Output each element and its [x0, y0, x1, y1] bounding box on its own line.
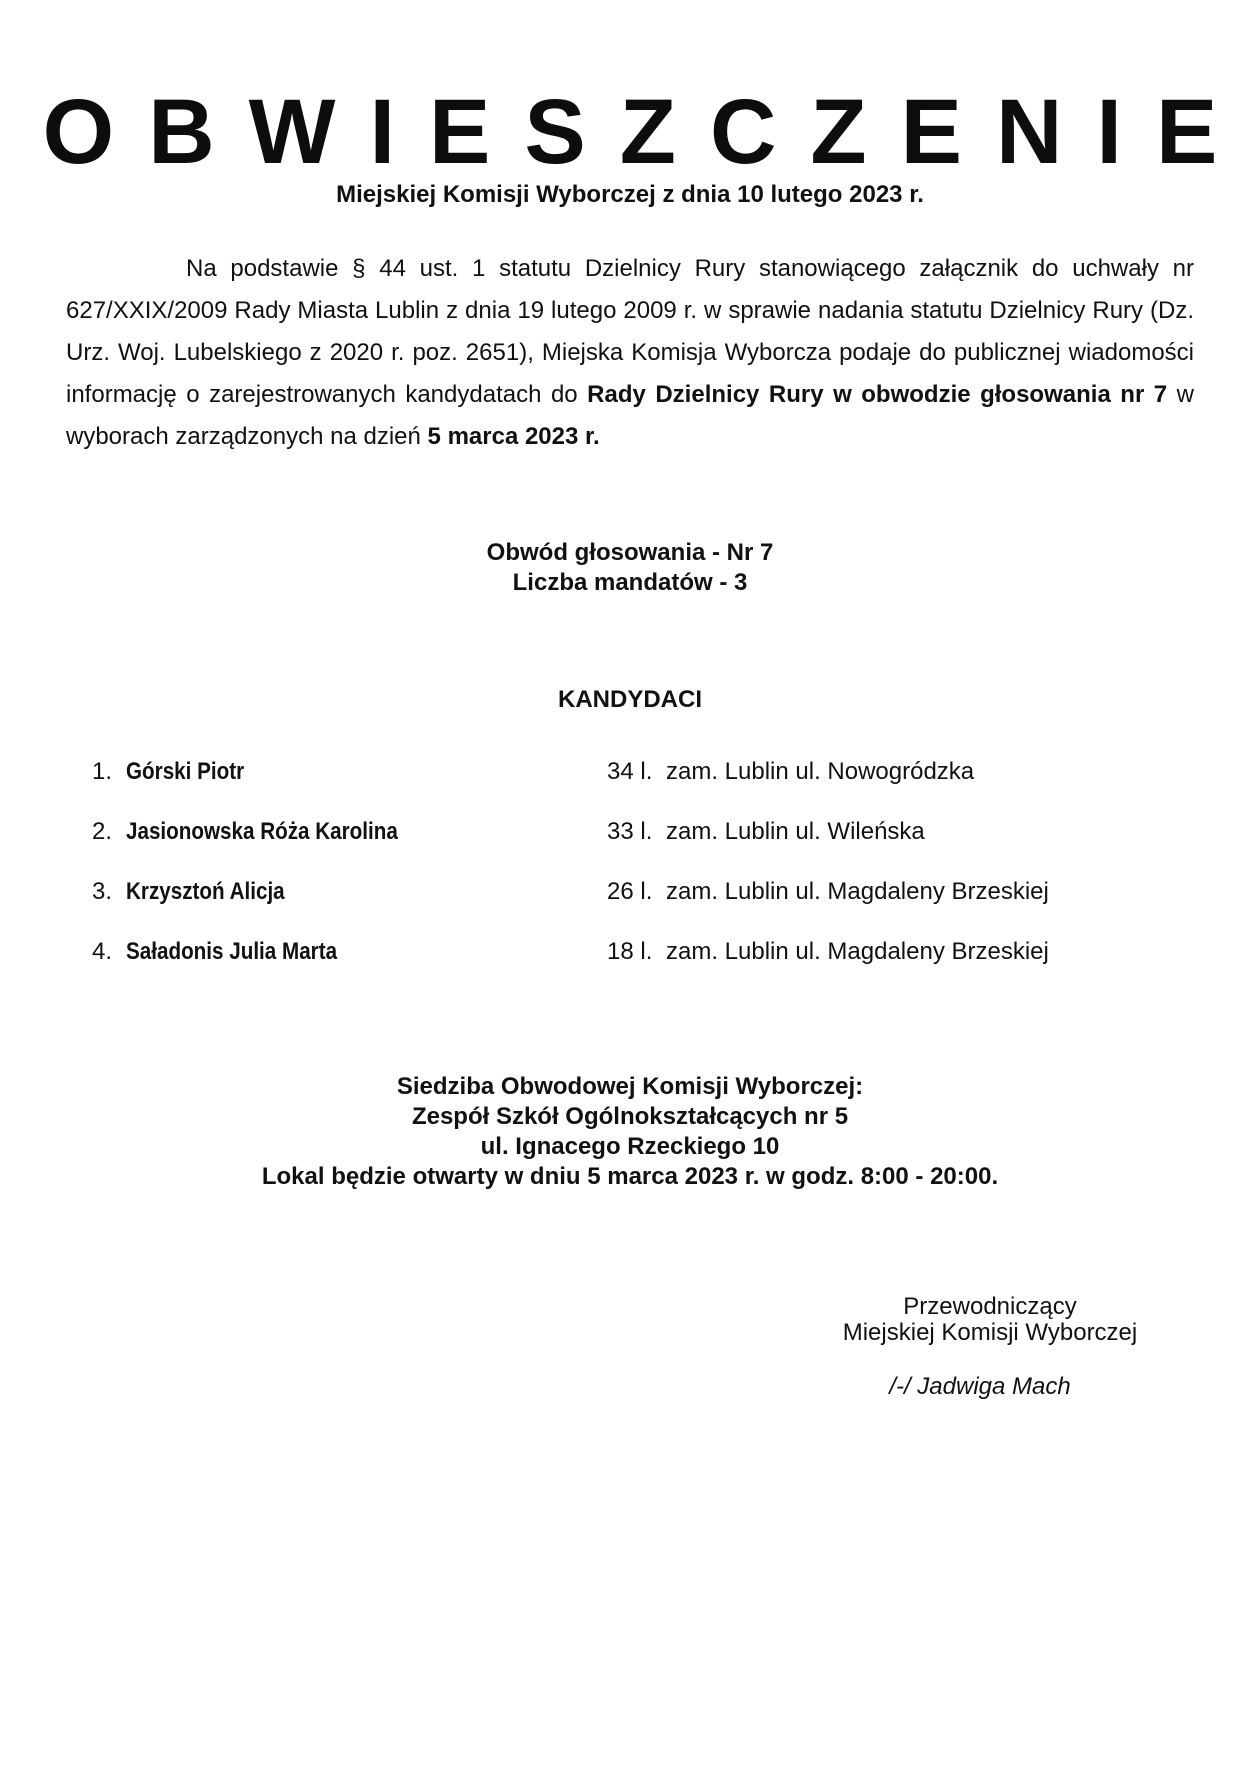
signature-block — [780, 1294, 1200, 1400]
polling-station-address: ul. Ignacego Rzeckiego 10 — [480, 1133, 780, 1160]
candidate-row — [92, 877, 1192, 937]
candidate-address: zam. Lublin ul. Magdaleny Brzeskiej — [666, 878, 1049, 905]
candidate-age: 33 l. — [607, 818, 653, 845]
candidate-row — [92, 937, 1192, 997]
polling-station-hours: Lokal będzie otwarty w dniu 5 marca 2023 r. w godz. 8:00 - 20:00. — [261, 1163, 999, 1190]
polling-station-info — [0, 1072, 1260, 1192]
mandate-count: Liczba mandatów - 3 — [512, 569, 748, 596]
document-subtitle: Miejskiej Komisji Wyborczej z dnia 10 lutego 2023 r. — [336, 181, 924, 208]
candidate-row — [92, 757, 1192, 817]
intro-text-1: Na podstawie § 44 ust. 1 statutu Dzielnicy Rury stanowiącego załącznik do uchwały nr 627/XXIX/2009 Rady Miasta Lublin z dnia 19 lutego 2009 r. w sprawie nadania statutu Dzielnicy Rury (Dz. Urz. Woj. Lubelskiego z 2020 r. poz. 2651), Miejska Komisja Wyborcza podaje do publicznej wiadomości informację o zarejestrowanych kandydatach do — [66, 255, 1194, 408]
intro-text-2: w wyborach zarządzonych na dzień — [66, 381, 1194, 450]
candidate-address: zam. Lublin ul. Magdaleny Brzeskiej — [666, 938, 1049, 965]
candidate-number: 3. — [92, 878, 113, 905]
district-info — [0, 538, 1260, 598]
candidate-name: Jasionowska Róża Karolina — [126, 818, 398, 845]
candidate-age: 18 l. — [607, 938, 653, 965]
candidate-list — [92, 757, 1192, 997]
signatory-committee: Miejskiej Komisji Wyborczej — [842, 1319, 1138, 1346]
intro-bold-1: Rady Dzielnicy Rury w obwodzie głosowania nr 7 — [587, 381, 1168, 408]
candidate-name: Saładonis Julia Marta — [126, 938, 338, 965]
candidate-row — [92, 817, 1192, 877]
candidate-number: 1. — [92, 758, 113, 785]
candidate-number: 4. — [92, 938, 113, 965]
polling-station-heading: Siedziba Obwodowej Komisji Wyborczej: — [396, 1073, 864, 1100]
intro-paragraph — [66, 248, 1194, 458]
district-number: Obwód głosowania - Nr 7 — [486, 539, 774, 566]
polling-station-name: Zespół Szkół Ogólnokształcących nr 5 — [411, 1103, 849, 1130]
signatory-name: /-/ Jadwiga Mach — [889, 1373, 1071, 1400]
candidate-number: 2. — [92, 818, 113, 845]
candidate-name: Górski Piotr — [126, 758, 245, 785]
document-title: OBWIESZCZENIE — [42, 81, 1252, 183]
candidate-age: 34 l. — [607, 758, 653, 785]
candidate-address: zam. Lublin ul. Nowogródzka — [666, 758, 975, 785]
candidates-heading: KANDYDACI — [558, 686, 702, 713]
intro-bold-2: 5 marca 2023 r. — [427, 423, 600, 450]
candidate-age: 26 l. — [607, 878, 653, 905]
signatory-role: Przewodniczący — [903, 1293, 1077, 1320]
candidate-address: zam. Lublin ul. Wileńska — [666, 818, 925, 845]
candidate-name: Krzysztoń Alicja — [126, 878, 285, 905]
